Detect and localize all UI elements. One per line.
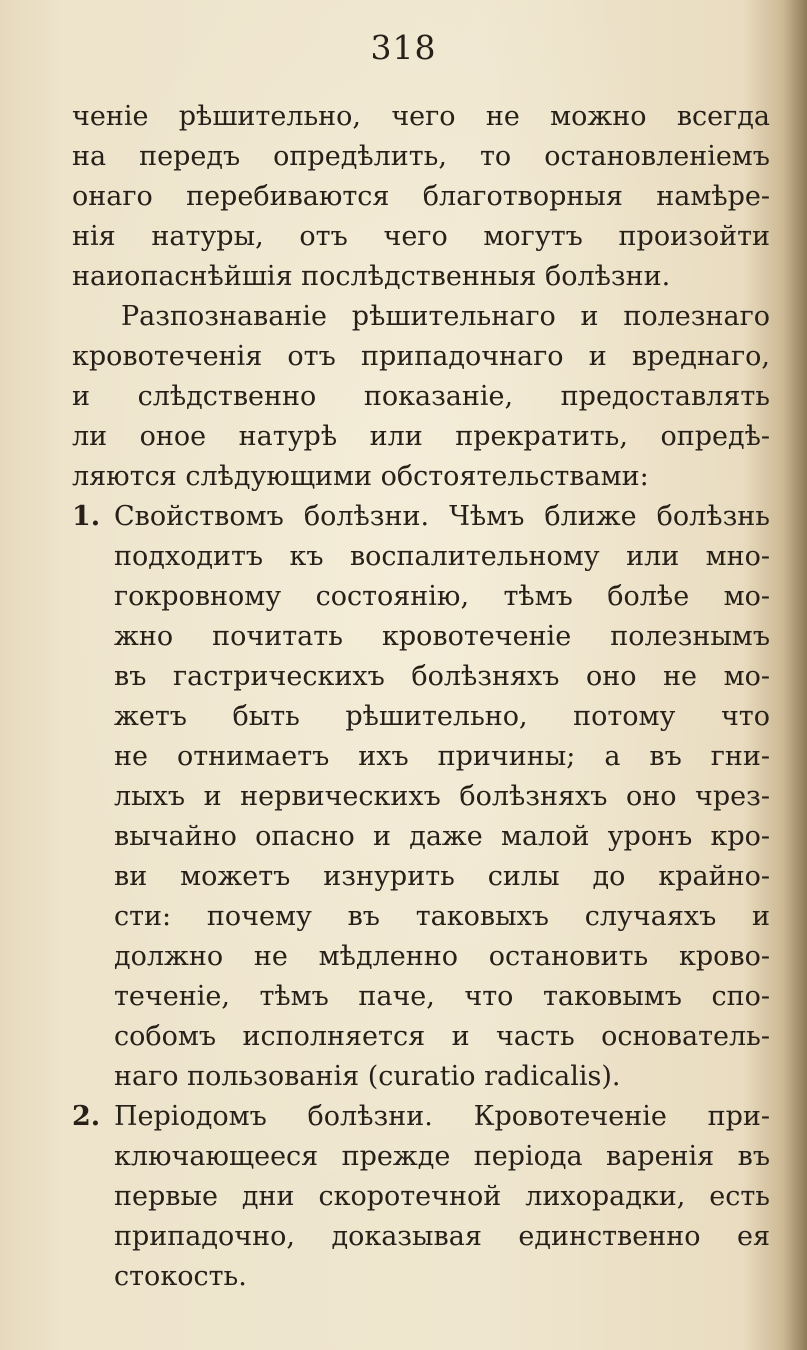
list-number: 1. bbox=[72, 501, 101, 532]
list-item-line: гокровному состоянію, тѣмъ болѣе мо- bbox=[114, 581, 770, 612]
text-line: онаго перебиваются благотворныя намѣре- bbox=[72, 181, 770, 212]
list-item-line: стокость. bbox=[114, 1261, 247, 1292]
list-item-line: лыхъ и нервическихъ болѣзняхъ оно чрез- bbox=[114, 781, 770, 812]
text-line: и слѣдственно показаніе, предоставлять bbox=[72, 381, 770, 412]
list-item-line: подходитъ къ воспалительному или мно- bbox=[114, 541, 770, 572]
list-item-line: сти: почему въ таковыхъ случаяхъ и bbox=[114, 901, 770, 932]
text-line: на передъ опредѣлить, то остановленіемъ bbox=[72, 141, 770, 172]
text-line: ляются слѣдующими обстоятельствами: bbox=[72, 461, 649, 492]
list-item-line: жно почитать кровотеченіе полезнымъ bbox=[114, 621, 770, 652]
list-item-line: припадочно, доказывая единственно ея bbox=[114, 1221, 770, 1252]
list-item-line: вычайно опасно и даже малой уронъ кро- bbox=[114, 821, 770, 852]
list-item-line: ви можетъ изнурить силы до крайно- bbox=[114, 861, 770, 892]
list-item-line: жетъ быть рѣшительно, потому что bbox=[114, 701, 770, 732]
paragraph-first-line: Разпознаваніе рѣшительнаго и полезнаго bbox=[121, 301, 770, 332]
list-item-line: Свойствомъ болѣзни. Чѣмъ ближе болѣзнь bbox=[114, 501, 770, 532]
list-item-line: ключающееся прежде періода варенія въ bbox=[114, 1141, 770, 1172]
list-item-line: не отнимаетъ ихъ причины; а въ гни- bbox=[114, 741, 770, 772]
list-item-line: собомъ исполняется и часть основатель- bbox=[114, 1021, 770, 1052]
page-number: 318 bbox=[370, 28, 437, 67]
text-line: ченіе рѣшительно, чего не можно всегда bbox=[72, 101, 770, 132]
list-item-line: наго пользованія (curatio radicalis). bbox=[114, 1061, 621, 1092]
text-line: кровотеченія отъ припадочнаго и вреднаго, bbox=[72, 341, 770, 372]
list-item-line: первые дни скоротечной лихорадки, есть bbox=[114, 1181, 770, 1212]
text-line: наиопаснѣйшія послѣдственныя болѣзни. bbox=[72, 261, 671, 292]
text-line: нія натуры, отъ чего могутъ произойти bbox=[72, 221, 770, 252]
list-item-line: Періодомъ болѣзни. Кровотеченіе при- bbox=[114, 1101, 770, 1132]
list-number: 2. bbox=[72, 1101, 101, 1132]
text-line: ли оное натурѣ или прекратить, опредѣ- bbox=[72, 421, 770, 452]
list-item-line: теченіе, тѣмъ паче, что таковымъ спо- bbox=[114, 981, 770, 1012]
list-item-line: должно не мѣдленно остановить крово- bbox=[114, 941, 770, 972]
list-item-line: въ гастрическихъ болѣзняхъ оно не мо- bbox=[114, 661, 770, 692]
